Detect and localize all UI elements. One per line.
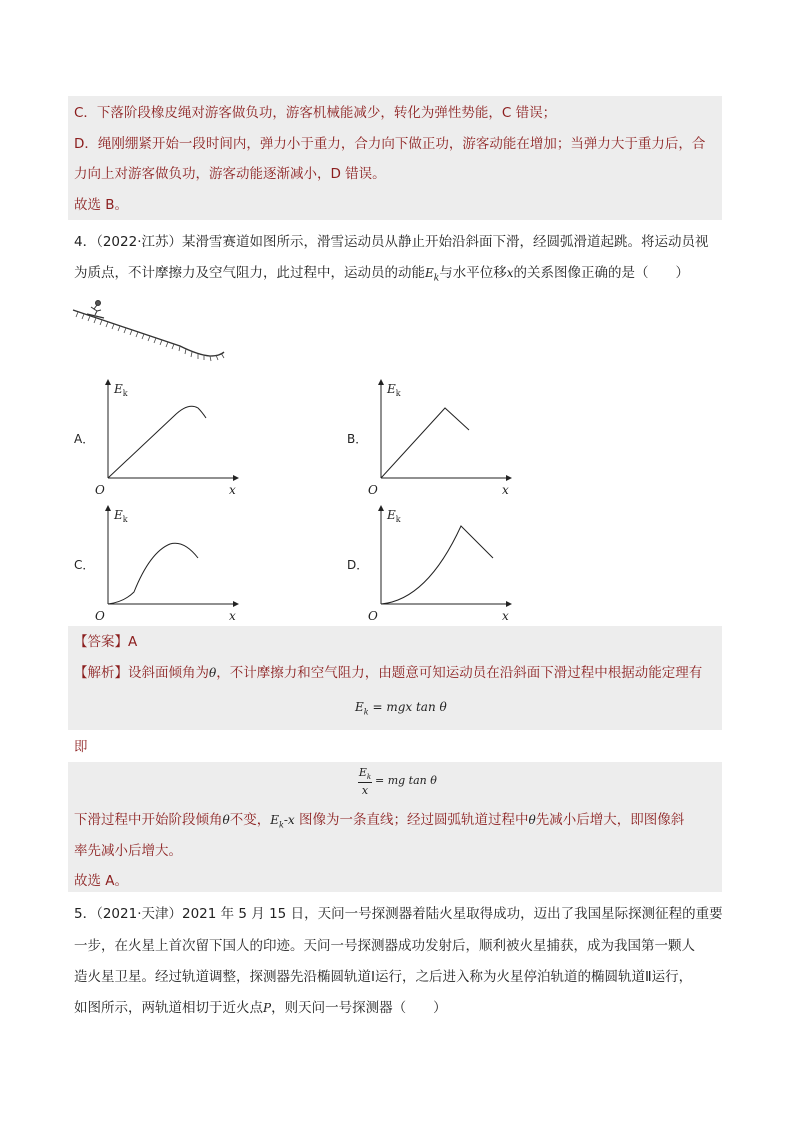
graph-a-curve	[108, 406, 206, 478]
formula-1-lhs: E	[355, 700, 364, 714]
q5-line1: 5．（2021·天津）2021 年 5 月 15 日，天问一号探测器着陆火星取得成功，迈出了我国星际探测征程的重要	[74, 906, 723, 922]
graph-a-ek-sub: k	[122, 389, 128, 398]
graph-a-ek-label	[113, 382, 128, 398]
slope-surface	[73, 310, 224, 356]
analysis-ekx-tail: -x	[283, 813, 295, 827]
prev-solution-d2: 力向上对游客做负功，游客动能逐渐减小，D 错误。	[74, 166, 386, 182]
analysis-text2-c: 图像为一条直线；经过圆弧轨道过程中	[294, 812, 529, 828]
q4-ek-sub: k	[433, 273, 440, 284]
graph-d-x-label: x	[502, 609, 509, 623]
q5-line2: 一步，在火星上首次留下国人的印迹。天问一号探测器成功发射后，顺利被火星捕获，成为我国第一颗人	[74, 938, 695, 954]
answer-tag: 【答案】	[74, 634, 128, 650]
analysis-pick: 故选 A。	[74, 873, 129, 889]
formula-2-num-sub: k	[366, 773, 372, 782]
q4-x: x	[506, 266, 514, 280]
fraction-bar	[358, 782, 372, 783]
q4-line2-c: 的关系图像正确的是（ ）	[513, 265, 690, 281]
q4-ek-letter: E	[425, 266, 434, 280]
prev-solution-c: C．下落阶段橡皮绳对游客做负功，游客机械能减少，转化为弹性势能，C 错误；	[74, 105, 557, 121]
ski-slope-figure	[70, 296, 230, 368]
analysis-ekx	[270, 813, 295, 830]
graph-c-ek-sub: k	[122, 515, 128, 524]
option-a-label: A．	[74, 432, 95, 446]
prev-solution-d1: D．绳刚绷紧开始一段时间内，弹力小于重力，合力向下做正功，游客动能在增加；当弹力大于重力后，合	[74, 136, 706, 152]
analysis-text2-a: 下滑过程中开始阶段倾角	[74, 812, 223, 828]
graph-b-ek-label	[386, 382, 401, 398]
graph-b	[367, 376, 517, 498]
formula-2	[358, 766, 468, 802]
answer-value: A	[128, 634, 138, 650]
q4-line2	[74, 263, 689, 288]
q5-line4-b: ，则天问一号探测器（ ）	[271, 1000, 447, 1016]
graph-c	[94, 502, 244, 624]
option-d-label: D．	[347, 558, 369, 572]
graph-c-x-label: x	[229, 609, 236, 623]
graph-d-curve	[381, 526, 493, 604]
analysis-text2-d: 先减小后增大，即图像斜	[535, 812, 685, 828]
q4-line2-a: 为质点，不计摩擦力及空气阻力，此过程中，运动员的动能	[74, 265, 425, 281]
analysis-ekx-letter: E	[270, 813, 279, 827]
formula-1-sub: k	[363, 707, 369, 717]
graph-d-ek-label	[386, 508, 401, 524]
graph-d-ek-sub: k	[395, 515, 401, 524]
formula-2-num-letter: E	[358, 766, 367, 779]
graph-a	[94, 376, 244, 498]
graph-a-x-label: x	[229, 483, 236, 497]
analysis-text2-b: 不变，	[229, 812, 271, 828]
analysis-theta-3: θ	[528, 813, 536, 827]
analysis-line1	[74, 663, 702, 683]
graph-d-ek-letter: E	[387, 508, 396, 522]
q5-line3: 造火星卫星。经过轨道调整，探测器先沿椭圆轨道Ⅰ运行，之后进入称为火星停泊轨道的椭圆轨道Ⅱ运行，	[74, 969, 693, 985]
answer-line	[74, 632, 137, 652]
graph-c-curve	[108, 543, 198, 604]
analysis-text-b: ，不计摩擦力和空气阻力，由题意可知运动员在沿斜面下滑过程中根据动能定理有	[216, 665, 703, 681]
analysis-line3: 率先减小后增大。	[74, 843, 182, 859]
prev-solution-pick: 故选 B。	[74, 197, 129, 213]
q5-point-p: P	[263, 1001, 272, 1015]
graph-b-ek-sub: k	[395, 389, 401, 398]
q4-line1: 4．（2022·江苏）某滑雪赛道如图所示，滑雪运动员从静止开始沿斜面下滑，经圆弧滑道起跳。将运动员视	[74, 234, 709, 250]
analysis-ekx-sub: k	[279, 820, 284, 830]
ji-label: 即	[74, 739, 88, 755]
formula-1-rhs: = mgx tan θ	[372, 700, 447, 714]
graph-c-origin: O	[95, 609, 105, 623]
formula-2-denominator: x	[361, 784, 369, 797]
graph-b-origin: O	[368, 483, 378, 497]
graph-c-ek-label	[113, 508, 128, 524]
analysis-theta-1: θ	[209, 666, 217, 680]
q5-line4-a: 如图所示，两轨道相切于近火点	[74, 1000, 263, 1016]
formula-2-rhs: = mg tan θ	[375, 774, 437, 787]
graph-b-x-label: x	[502, 483, 509, 497]
graph-d-origin: O	[368, 609, 378, 623]
analysis-text-a: 设斜面倾角为	[128, 665, 209, 681]
graph-b-curve	[381, 408, 469, 478]
graph-b-ek-letter: E	[387, 382, 396, 396]
option-b-label: B．	[347, 432, 368, 446]
graph-d	[367, 502, 517, 624]
analysis-line2	[74, 810, 684, 835]
formula-1	[355, 697, 447, 722]
graph-c-ek-letter: E	[114, 508, 123, 522]
analysis-theta-2: θ	[222, 813, 230, 827]
option-c-label: C．	[74, 558, 95, 572]
graph-a-origin: O	[95, 483, 105, 497]
slope-hatching	[76, 312, 224, 361]
q4-line2-b: 与水平位移	[439, 265, 507, 281]
analysis-tag: 【解析】	[74, 665, 128, 681]
graph-a-ek-letter: E	[114, 382, 123, 396]
q4-ek	[425, 266, 440, 284]
q5-line4	[74, 998, 447, 1018]
